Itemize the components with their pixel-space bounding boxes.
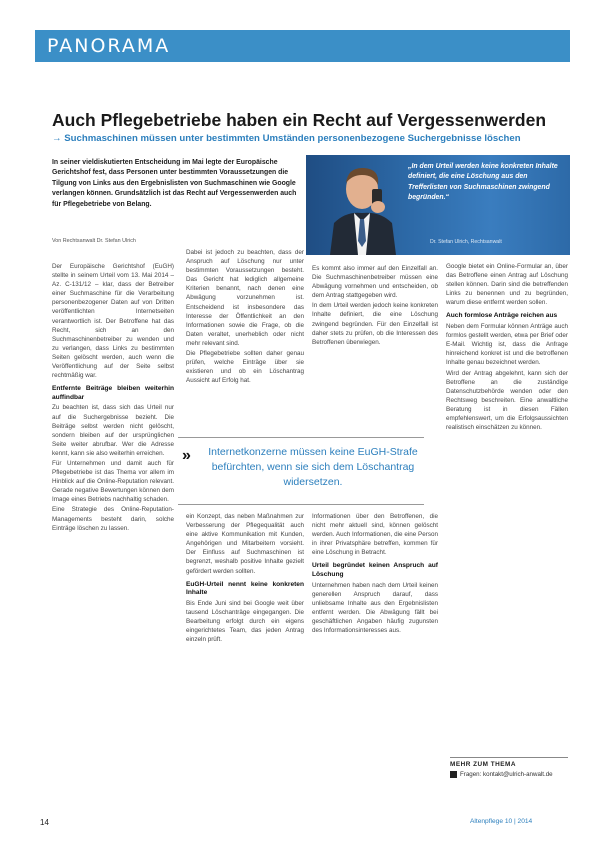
body-paragraph: Dabei ist jedoch zu beachten, dass der Anspruch auf Löschung nur unter bestimmten Voraussetzungen besteht. Das Gericht hat lediglich allgemeine Kriterien benannt, nach denen eine Abwägung vorzunehmen ist. Entscheidend ist insbesondere das Interesse der Öffentlichkeit an den Informationen sowie die Frage, ob die Daten veraltet, unerheblich oder nicht mehr relevant sind. [186, 249, 304, 347]
article-headline: Auch Pflegebetriebe haben ein Recht auf Vergessenwerden [52, 110, 547, 130]
body-paragraph: Der Europäische Gerichtshof (EuGH) stellte in seinem Urteil vom 13. Mai 2014 – Az. C-131/12 – klar, dass der Betreiber einer Suchmaschine für die Verarbeitung personenbezogener Daten auf von Dritten veröffentlichten Internetseiten verantwortlich ist. Der Betroffene hat das Recht, sich an den Suchmaschinenbetreiber zu wenden und zu verlangen, dass Links zu bestimmten Seiten gelöscht werden, auch wenn die Veröffentlichung auf der Seite selbst rechtmäßig war. [52, 263, 174, 380]
article-byline: Von Rechtsanwalt Dr. Stefan Ulrich [52, 238, 136, 244]
chevron-right-icon: » [182, 447, 191, 464]
magazine-issue: Altenpflege 10 | 2014 [470, 818, 533, 825]
subheading: Auch formlose Anträge reichen aus [446, 312, 558, 320]
more-link[interactable] [450, 771, 568, 780]
body-column-1 [52, 262, 174, 810]
body-column-4 [446, 262, 568, 750]
pull-quote-text: „In dem Urteil werden keine konkreten Inhalte definiert, die eine Löschung aus den Trefferlisten von Suchmaschinen zwingend begründen.“ [408, 163, 558, 201]
body-paragraph: Zu beachten ist, dass sich das Urteil nur auf die Suchergebnisse bezieht. Die Beiträge selbst werden nicht gelöscht, sondern bleiben auf der ursprünglichen Seite weiter abrufbar. Wer die Adresse kennt, kann sie also weiterhin erreichen. [52, 404, 174, 457]
body-paragraph: Die Pflegebetriebe sollten daher genau prüfen, welche Einträge über sie existieren und ob ein Löschantrag Aussicht auf Erfolg hat. [186, 350, 304, 385]
subheading: EuGH-Urteil nennt keine konkreten Inhalte [186, 580, 304, 597]
body-paragraph: Eine Strategie des Online-Reputation-Managements besteht darin, solche Einträge löschen zu lassen. [52, 506, 174, 532]
body-paragraph: Es kommt also immer auf den Einzelfall an. Die Suchmaschinenbetreiber müssen eine Abwägung vornehmen und entscheiden, ob dem Antrag stattgegeben wird. [312, 265, 438, 300]
quote-author: Dr. Stefan Ulrich, Rechtsanwalt [430, 239, 502, 245]
person-photo-icon [326, 161, 400, 255]
body-paragraph: Google bietet ein Online-Formular an, über das Betroffene einen Antrag auf Löschung stellen können. Darin sind die betreffenden Links zu benennen und zu begründen, warum diese entfernt werden sollen. [446, 263, 568, 307]
body-column-3 [312, 264, 438, 434]
body-paragraph: Informationen über den Betroffenen, die nicht mehr aktuell sind, können gelöscht werden. Auch Informationen, die eine Person in ihrer Privatsphäre betreffen, kommen für eine Löschung in Betracht. [312, 513, 438, 557]
more-link-label: Fragen: kontakt@ulrich-anwalt.de [460, 771, 553, 779]
document-icon [450, 771, 457, 778]
more-on-topic [450, 757, 568, 780]
body-column-5 [186, 512, 304, 812]
body-column-2 [186, 248, 304, 433]
body-paragraph: Wird der Antrag abgelehnt, kann sich der Betroffene an die zuständige Datenschutzbehörde wenden oder den Rechtsweg beschreiten. Eine anwaltliche Beratung ist in diesen Fällen empfehlenswert, um die Erfolgsaussichten realistisch einschätzen zu können. [446, 369, 568, 432]
body-column-6 [312, 512, 438, 812]
page-number: 14 [40, 818, 49, 827]
body-paragraph: In dem Urteil werden jedoch keine konkreten Inhalte definiert, die eine Löschung zwingend begründen. Für den Einzelfall ist daher stets zu prüfen, ob die Interessen des Betroffenen überwiegen. [312, 302, 438, 346]
body-paragraph: ein Konzept, das neben Maßnahmen zur Verbesserung der Pflegequalität auch eine aktive Kommunikation mit Kunden, Angehörigen und Mitarbeitern vorsieht. Der Einfluss auf Suchmaschinen ist begrenzt, weshalb positive Inhalte gezielt gefördert werden sollten. [186, 513, 304, 575]
body-paragraph: Neben dem Formular können Anträge auch formlos gestellt werden, etwa per Brief oder E-Mail. Wichtig ist, dass die Anfrage hinreichend konkret ist und die betroffenen Inhalte genau bezeichnet werden. [446, 323, 568, 367]
article-lead: In seiner vieldiskutierten Entscheidung im Mai legte der Europäische Gerichtshof fest, dass Personen unter bestimmten Voraussetzungen die Tilgung von Links aus den Ergebnislisten von Suchmaschinen wie Google verlangen können. Grundsätzlich ist das Recht auf Vergessenwerden auch für Pflegebetriebe von Belang. [52, 159, 297, 208]
article-subline: → Suchmaschinen müssen unter bestimmten Umständen personenbezogene Suchergebnisse löschen [52, 133, 521, 144]
subheading: Entfernte Beiträge bleiben weiterhin auffindbar [52, 385, 174, 401]
body-paragraph: Bis Ende Juni sind bei Google weit über tausend Löschanträge eingegangen. Die Bearbeitung erfolgt durch ein eigens eingerichtetes Team, das jeden Antrag einzeln prüft. [186, 599, 304, 644]
section-title: PANORAMA [47, 35, 171, 57]
more-title: MEHR ZUM THEMA [450, 757, 568, 768]
body-paragraph: Für Unternehmen und damit auch für Pflegebetriebe ist das Thema vor allem im Hinblick auf die Online-Reputation relevant. Gerade negative Bewertungen können dem Image eines Betriebs nachhaltig schaden. [52, 459, 174, 504]
subheading: Urteil begründet keinen Anspruch auf Löschung [312, 562, 438, 579]
pullquote-box [178, 437, 424, 505]
section-banner [35, 30, 570, 62]
pullquote-text: Internetkonzerne müssen keine EuGH-Strafe befürchten, wenn sie sich dem Löschantrag widersetzen. [208, 446, 418, 488]
body-paragraph: Unternehmen haben nach dem Urteil keinen generellen Anspruch darauf, dass unliebsame Inhalte aus den Ergebnislisten entfernt werden. Die Abwägung fällt bei geschäftlichen Angaben häufig zugunsten des Informationsinteresses aus. [312, 581, 438, 635]
